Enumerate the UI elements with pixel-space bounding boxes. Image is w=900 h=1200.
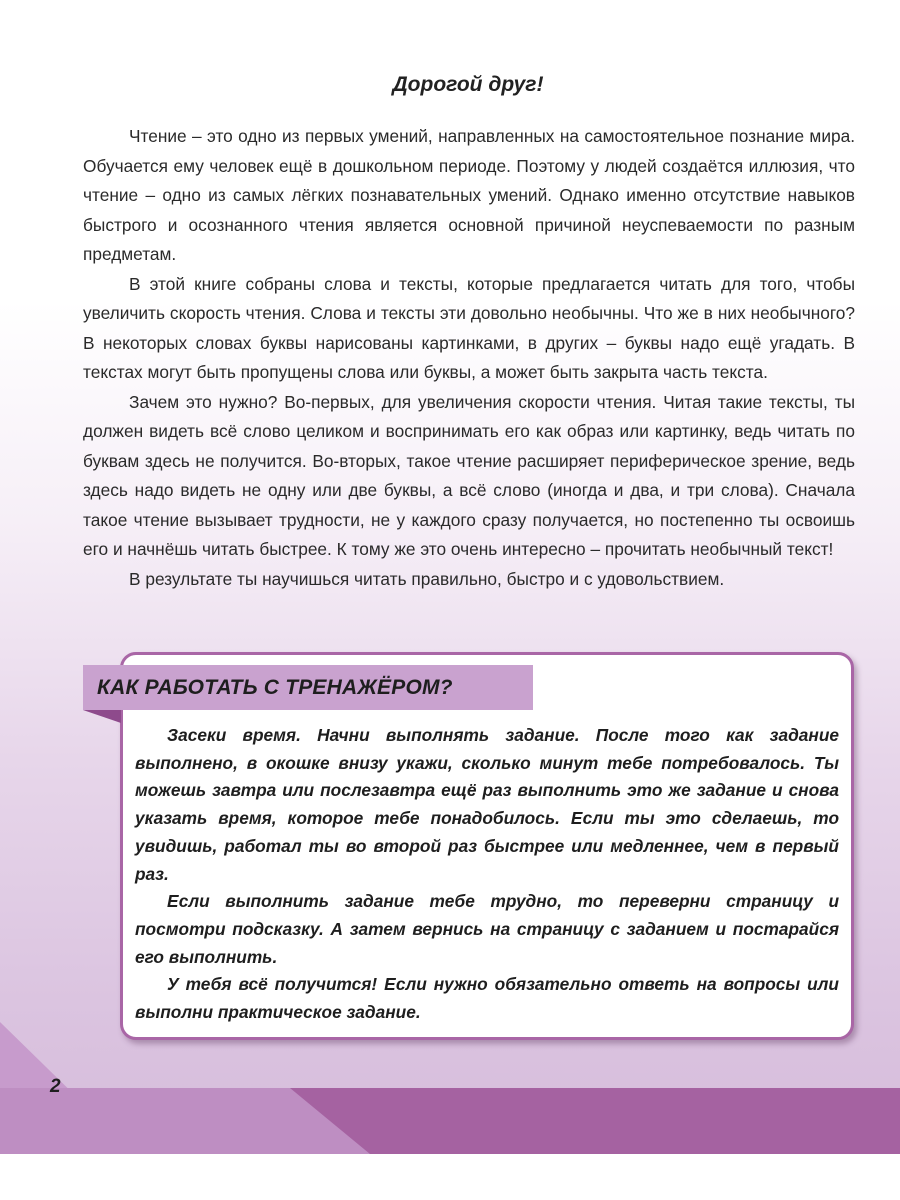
instructions-paragraph: Если выполнить задание тебе трудно, то переверни страницу и посмотри подсказку. А затем вернись на страницу с заданием и постарайся его выполнить. bbox=[135, 891, 839, 967]
instructions-paragraph: Засеки время. Начни выполнять задание. После того как задание выполнено, в окошке внизу укажи, сколько минут тебе потребовалось. Ты можешь завтра или послезавтра ещё раз выполнить это же задание и снова указать время, которое тебе понадобилось. Если ты это сделаешь, то увидишь, работал ты во второй раз быстрее или медленнее, чем в первый раз. bbox=[135, 725, 839, 884]
intro-text bbox=[83, 122, 855, 594]
intro-paragraph: Зачем это нужно? Во-первых, для увеличения скорости чтения. Читая такие тексты, ты должен видеть всё слово целиком и воспринимать его как образ или картинку, ведь читать по буквам здесь не получится. Во-вторых, такое чтение расширяет периферическое зрение, ведь здесь надо видеть не одну или две буквы, а всё слово (иногда и два, и три слова). Сначала такое чтение вызывает трудности, не у каждого сразу получается, но постепенно ты освоишь его и начнёшь читать быстрее. К тому же это очень интересно – прочитать необычный текст! bbox=[83, 391, 855, 559]
instructions-paragraph: У тебя всё получится! Если нужно обязательно ответь на вопросы или выполни практическое задание. bbox=[135, 974, 839, 1023]
page-number: 2 bbox=[50, 1076, 61, 1097]
instructions-body bbox=[135, 722, 839, 1027]
page-title: Дорогой друг! bbox=[392, 73, 544, 96]
intro-paragraph: В результате ты научишься читать правильно, быстро и с удовольствием. bbox=[129, 568, 725, 589]
intro-paragraph: Чтение – это одно из первых умений, направленных на самостоятельное познание мира. Обучается ему человек ещё в дошкольном периоде. Поэтому у людей создаётся иллюзия, что чтение – одно из самых лёгких познавательных умений. Однако именно отсутствие навыков быстрого и осознанного чтения является основной причиной неуспеваемости по разным предметам. bbox=[83, 126, 855, 264]
intro-paragraph: В этой книге собраны слова и тексты, которые предлагается читать для того, чтобы увеличить скорость чтения. Слова и тексты эти довольно необычны. Что же в них необычного? В некоторых словах буквы нарисованы картинками, в других – буквы надо ещё угадать. В текстах могут быть пропущены слова или буквы, а может быть закрыта часть текста. bbox=[83, 273, 855, 382]
instructions-heading-ribbon bbox=[83, 665, 533, 710]
heading-ribbon-fold bbox=[83, 710, 121, 723]
instructions-heading: КАК РАБОТАТЬ С ТРЕНАЖЁРОМ? bbox=[97, 675, 453, 699]
bottom-margin bbox=[0, 1154, 900, 1200]
